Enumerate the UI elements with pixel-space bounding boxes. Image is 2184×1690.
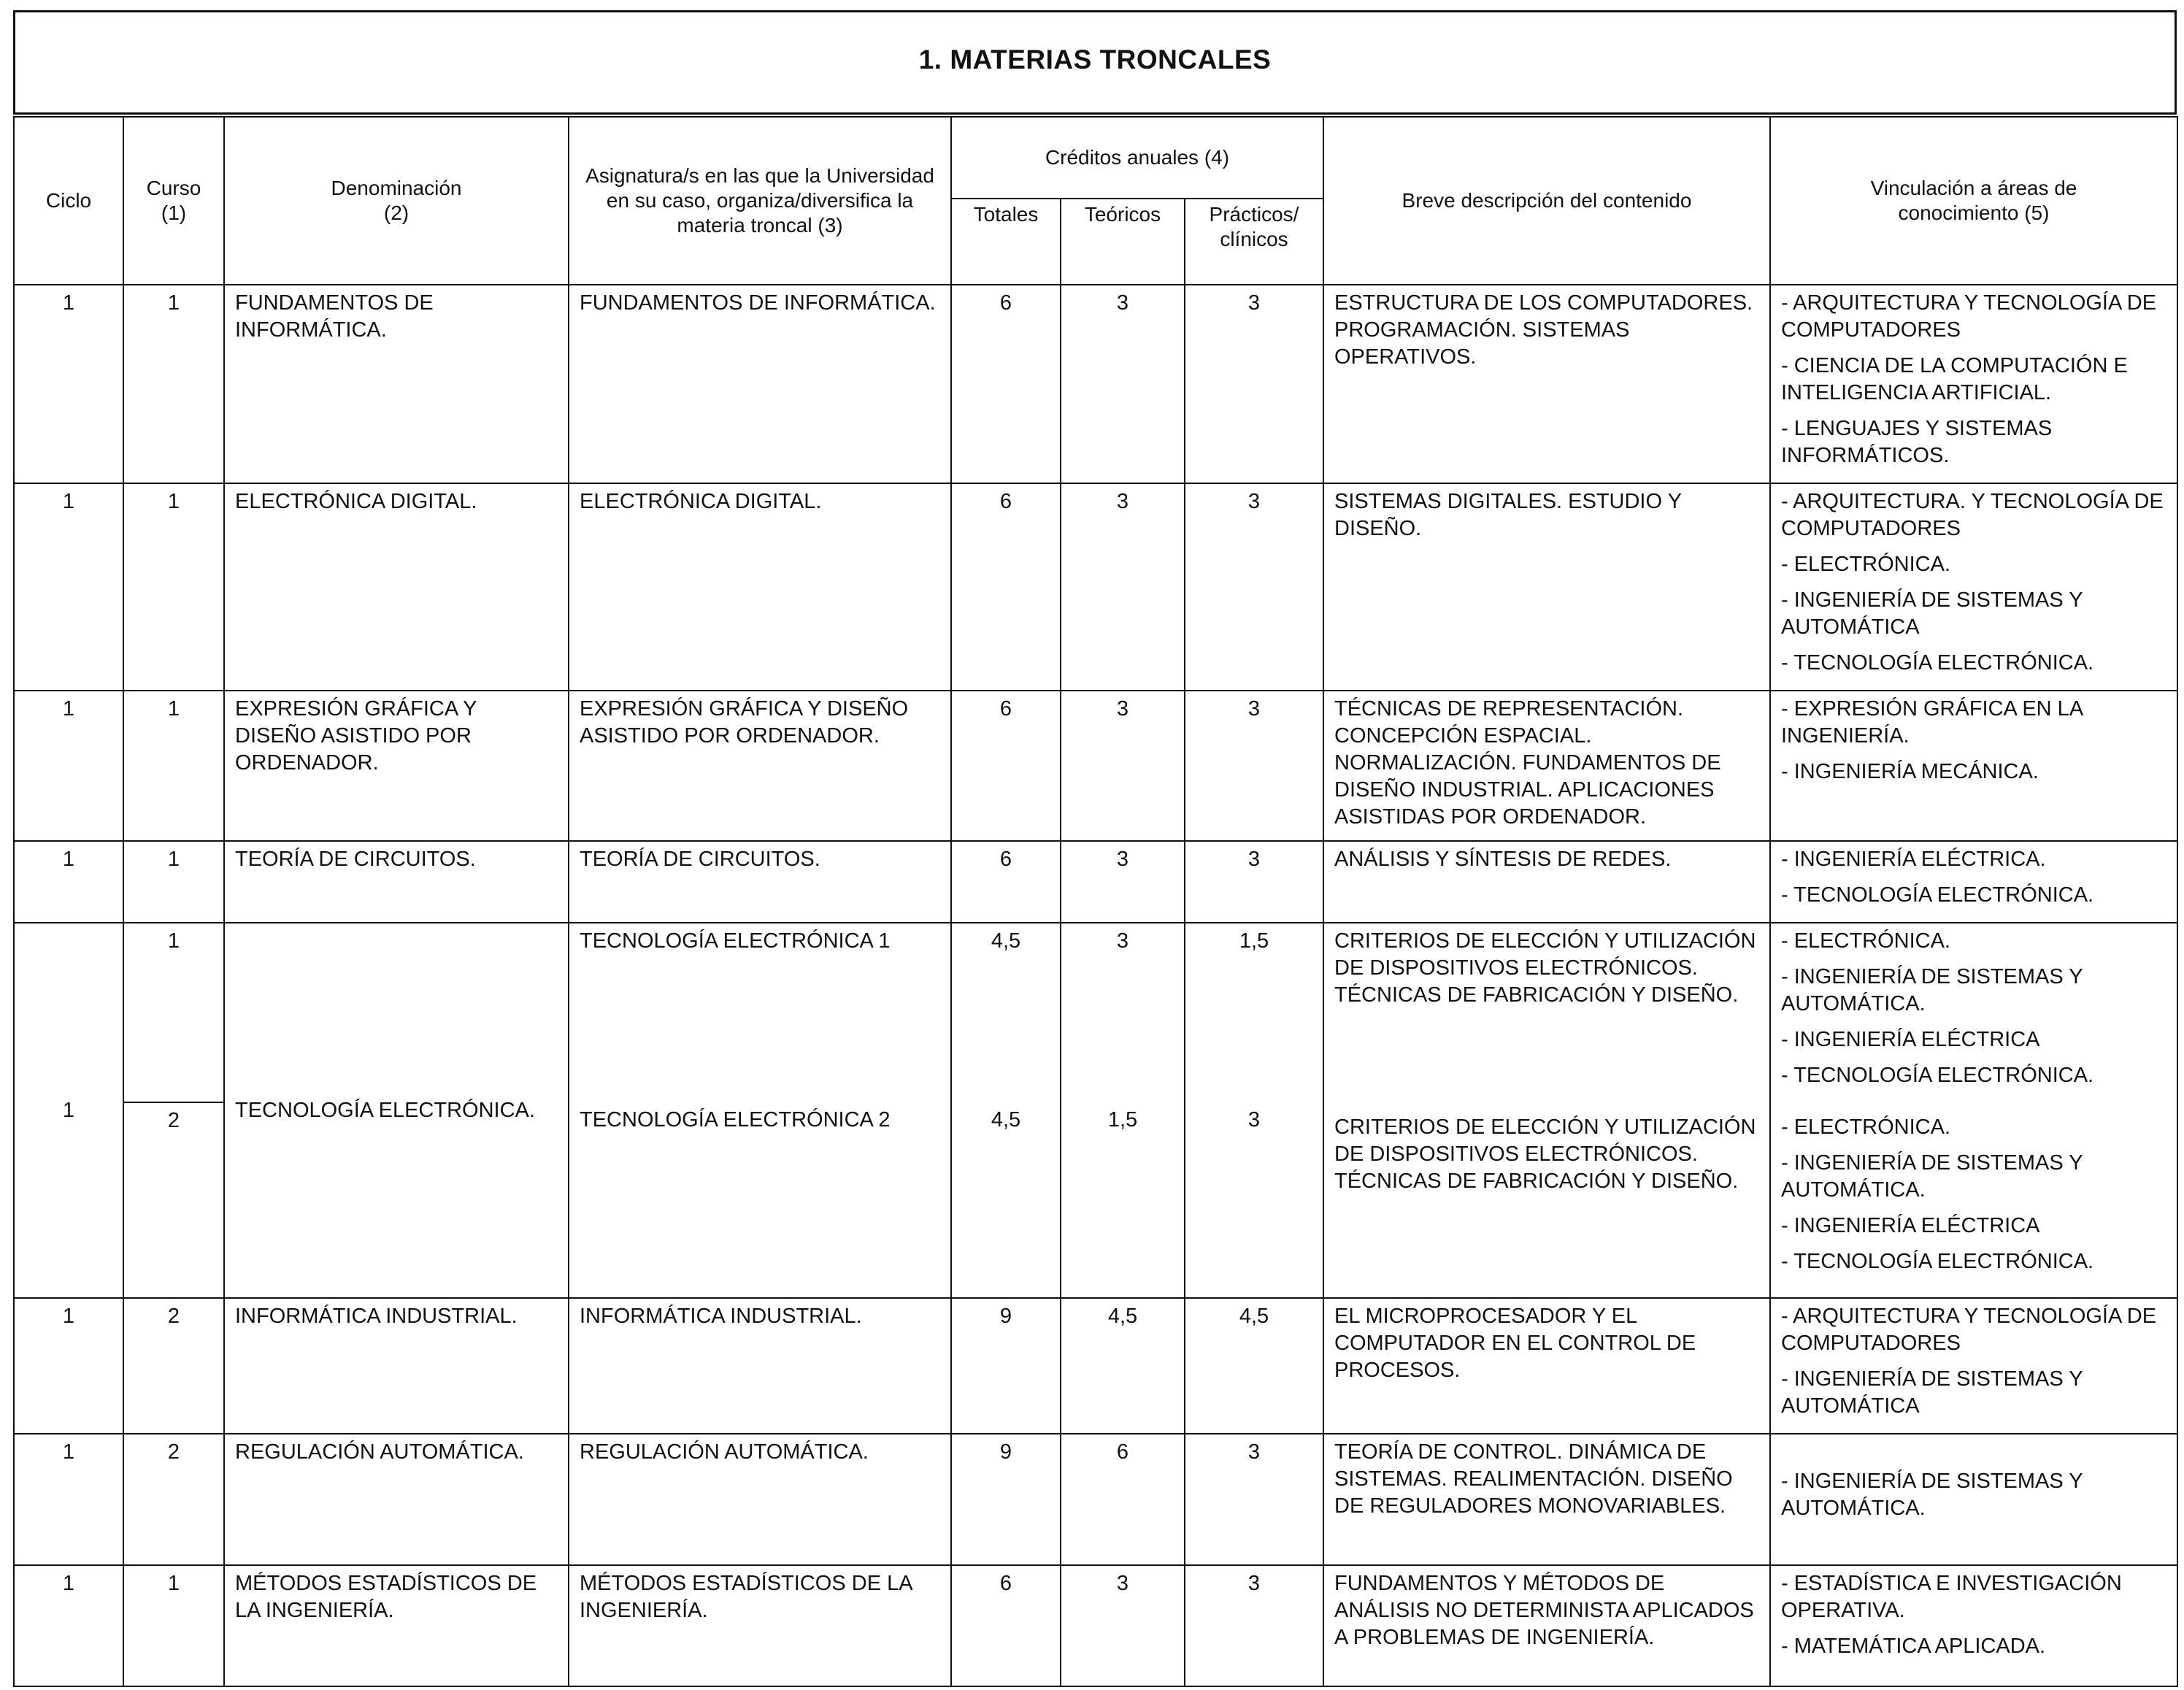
table-row <box>14 1298 2177 1434</box>
cell-practicos: 3 <box>1185 691 1323 841</box>
table-row <box>14 483 2177 691</box>
cell-teoricos: 6 <box>1061 1434 1185 1565</box>
cell-descripcion: TÉCNICAS DE REPRESENTACIÓN. CONCEPCIÓN ESPACIAL. NORMALIZACIÓN. FUNDAMENTOS DE DISEÑO INDUSTRIAL. APLICACIONES ASISTIDAS POR ORDENADOR. <box>1323 691 1770 841</box>
header-creditos: Créditos anuales (4) <box>951 117 1323 199</box>
cell-curso: 2 <box>123 1102 224 1298</box>
cell-vinculacion <box>1770 1434 2177 1565</box>
cell-descripcion: CRITERIOS DE ELECCIÓN Y UTILIZACIÓN DE DISPOSITIVOS ELECTRÓNICOS. TÉCNICAS DE FABRICACIÓN Y DISEÑO. <box>1323 1102 1770 1298</box>
materias-table <box>13 116 2178 1687</box>
cell-ciclo: 1 <box>14 285 123 483</box>
cell-vinculacion <box>1770 923 2177 1102</box>
cell-descripcion: ANÁLISIS Y SÍNTESIS DE REDES. <box>1323 841 1770 923</box>
area-item: - INGENIERÍA ELÉCTRICA. <box>1781 848 2046 871</box>
area-item: - ELECTRÓNICA. <box>1781 553 1951 576</box>
cell-totales: 6 <box>951 483 1061 691</box>
cell-totales: 4,5 <box>951 923 1061 1102</box>
area-item: - INGENIERÍA DE SISTEMAS Y AUTOMÁTICA <box>1781 588 2083 639</box>
area-item: - ARQUITECTURA Y TECNOLOGÍA DE COMPUTADORES <box>1781 291 2157 342</box>
cell-asignatura: ELECTRÓNICA DIGITAL. <box>569 483 951 691</box>
cell-ciclo: 1 <box>14 483 123 691</box>
table-row <box>14 691 2177 841</box>
header-curso: Curso (1) <box>123 117 224 285</box>
cell-denominacion: INFORMÁTICA INDUSTRIAL. <box>224 1298 569 1434</box>
cell-descripcion: SISTEMAS DIGITALES. ESTUDIO Y DISEÑO. <box>1323 483 1770 691</box>
cell-totales: 6 <box>951 1565 1061 1686</box>
cell-denominacion: TECNOLOGÍA ELECTRÓNICA. <box>224 923 569 1298</box>
cell-practicos: 3 <box>1185 285 1323 483</box>
area-item: - ELECTRÓNICA. <box>1781 929 1951 953</box>
cell-teoricos: 3 <box>1061 691 1185 841</box>
cell-vinculacion <box>1770 285 2177 483</box>
cell-denominacion: MÉTODOS ESTADÍSTICOS DE LA INGENIERÍA. <box>224 1565 569 1686</box>
cell-asignatura: MÉTODOS ESTADÍSTICOS DE LA INGENIERÍA. <box>569 1565 951 1686</box>
area-item: - TECNOLOGÍA ELECTRÓNICA. <box>1781 1064 2094 1087</box>
area-item: - TECNOLOGÍA ELECTRÓNICA. <box>1781 651 2094 675</box>
cell-asignatura: REGULACIÓN AUTOMÁTICA. <box>569 1434 951 1565</box>
cell-totales: 9 <box>951 1434 1061 1565</box>
cell-vinculacion <box>1770 1298 2177 1434</box>
table-row <box>14 841 2177 923</box>
area-item: - INGENIERÍA ELÉCTRICA <box>1781 1214 2040 1237</box>
cell-denominacion: EXPRESIÓN GRÁFICA Y DISEÑO ASISTIDO POR ORDENADOR. <box>224 691 569 841</box>
cell-practicos: 4,5 <box>1185 1298 1323 1434</box>
area-item: - CIENCIA DE LA COMPUTACIÓN E INTELIGENCIA ARTIFICIAL. <box>1781 354 2128 404</box>
cell-practicos: 3 <box>1185 483 1323 691</box>
cell-curso: 1 <box>123 483 224 691</box>
area-item: - ARQUITECTURA Y TECNOLOGÍA DE COMPUTADORES <box>1781 1305 2157 1355</box>
table-row <box>14 1565 2177 1686</box>
page-title: 1. MATERIAS TRONCALES <box>918 45 1272 74</box>
cell-ciclo: 1 <box>14 1298 123 1434</box>
cell-curso: 1 <box>123 841 224 923</box>
cell-teoricos: 1,5 <box>1061 1102 1185 1298</box>
cell-totales: 6 <box>951 691 1061 841</box>
cell-teoricos: 4,5 <box>1061 1298 1185 1434</box>
header-practicos: Prácticos/ clínicos <box>1185 199 1323 285</box>
area-item: - MATEMÁTICA APLICADA. <box>1781 1635 2046 1658</box>
cell-ciclo: 1 <box>14 923 123 1298</box>
cell-asignatura: TECNOLOGÍA ELECTRÓNICA 2 <box>569 1102 951 1298</box>
table-body <box>14 285 2177 1686</box>
area-item: - TECNOLOGÍA ELECTRÓNICA. <box>1781 883 2094 907</box>
cell-teoricos: 3 <box>1061 923 1185 1102</box>
cell-descripcion: CRITERIOS DE ELECCIÓN Y UTILIZACIÓN DE DISPOSITIVOS ELECTRÓNICOS. TÉCNICAS DE FABRICACIÓN Y DISEÑO. <box>1323 923 1770 1102</box>
cell-practicos: 3 <box>1185 841 1323 923</box>
cell-teoricos: 3 <box>1061 841 1185 923</box>
table-row <box>14 285 2177 483</box>
cell-vinculacion <box>1770 691 2177 841</box>
header-ciclo: Ciclo <box>14 117 123 285</box>
header-totales: Totales <box>951 199 1061 285</box>
cell-ciclo: 1 <box>14 1565 123 1686</box>
cell-descripcion: ESTRUCTURA DE LOS COMPUTADORES. PROGRAMACIÓN. SISTEMAS OPERATIVOS. <box>1323 285 1770 483</box>
cell-teoricos: 3 <box>1061 483 1185 691</box>
cell-descripcion: FUNDAMENTOS Y MÉTODOS DE ANÁLISIS NO DETERMINISTA APLICADOS A PROBLEMAS DE INGENIERÍA. <box>1323 1565 1770 1686</box>
area-item: - INGENIERÍA DE SISTEMAS Y AUTOMÁTICA. <box>1781 1470 2083 1520</box>
header-descripcion: Breve descripción del contenido <box>1323 117 1770 285</box>
cell-asignatura: FUNDAMENTOS DE INFORMÁTICA. <box>569 285 951 483</box>
area-item: - INGENIERÍA DE SISTEMAS Y AUTOMÁTICA. <box>1781 965 2083 1015</box>
cell-vinculacion <box>1770 1565 2177 1686</box>
cell-totales: 9 <box>951 1298 1061 1434</box>
cell-curso: 1 <box>123 1565 224 1686</box>
area-item: - EXPRESIÓN GRÁFICA EN LA INGENIERÍA. <box>1781 697 2083 748</box>
cell-vinculacion <box>1770 841 2177 923</box>
table-row <box>14 923 2177 1102</box>
cell-curso: 1 <box>123 923 224 1102</box>
cell-practicos: 3 <box>1185 1102 1323 1298</box>
area-item: - ESTADÍSTICA E INVESTIGACIÓN OPERATIVA. <box>1781 1572 2122 1622</box>
header-vinculacion: Vinculación a áreas de conocimiento (5) <box>1770 117 2177 285</box>
cell-descripcion: EL MICROPROCESADOR Y EL COMPUTADOR EN EL CONTROL DE PROCESOS. <box>1323 1298 1770 1434</box>
cell-curso: 1 <box>123 285 224 483</box>
cell-ciclo: 1 <box>14 691 123 841</box>
cell-totales: 6 <box>951 285 1061 483</box>
cell-asignatura: EXPRESIÓN GRÁFICA Y DISEÑO ASISTIDO POR ORDENADOR. <box>569 691 951 841</box>
area-item: - ARQUITECTURA. Y TECNOLOGÍA DE COMPUTADORES <box>1781 490 2164 540</box>
header-asignatura: Asignatura/s en las que la Universidad en su caso, organiza/diversifica la materia troncal (3) <box>569 117 951 285</box>
cell-practicos: 3 <box>1185 1565 1323 1686</box>
cell-asignatura: TEORÍA DE CIRCUITOS. <box>569 841 951 923</box>
area-item: - INGENIERÍA MECÁNICA. <box>1781 760 2039 783</box>
area-item: - INGENIERÍA DE SISTEMAS Y AUTOMÁTICA <box>1781 1367 2083 1418</box>
cell-ciclo: 1 <box>14 1434 123 1565</box>
area-item: - TECNOLOGÍA ELECTRÓNICA. <box>1781 1250 2094 1273</box>
header-denominacion: Denominación (2) <box>224 117 569 285</box>
cell-ciclo: 1 <box>14 841 123 923</box>
table-row <box>14 1434 2177 1565</box>
cell-denominacion: ELECTRÓNICA DIGITAL. <box>224 483 569 691</box>
cell-practicos: 1,5 <box>1185 923 1323 1102</box>
cell-asignatura: TECNOLOGÍA ELECTRÓNICA 1 <box>569 923 951 1102</box>
area-item: - INGENIERÍA ELÉCTRICA <box>1781 1028 2040 1051</box>
title-box <box>13 10 2177 115</box>
area-item: - ELECTRÓNICA. <box>1781 1115 1951 1139</box>
header-teoricos: Teóricos <box>1061 199 1185 285</box>
cell-denominacion: TEORÍA DE CIRCUITOS. <box>224 841 569 923</box>
cell-curso: 2 <box>123 1298 224 1434</box>
cell-teoricos: 3 <box>1061 285 1185 483</box>
cell-totales: 4,5 <box>951 1102 1061 1298</box>
cell-curso: 1 <box>123 691 224 841</box>
area-item: - INGENIERÍA DE SISTEMAS Y AUTOMÁTICA. <box>1781 1151 2083 1202</box>
cell-curso: 2 <box>123 1434 224 1565</box>
document-sheet <box>13 10 2181 1689</box>
cell-asignatura: INFORMÁTICA INDUSTRIAL. <box>569 1298 951 1434</box>
area-item: - LENGUAJES Y SISTEMAS INFORMÁTICOS. <box>1781 417 2053 467</box>
cell-denominacion: REGULACIÓN AUTOMÁTICA. <box>224 1434 569 1565</box>
cell-denominacion: FUNDAMENTOS DE INFORMÁTICA. <box>224 285 569 483</box>
cell-totales: 6 <box>951 841 1061 923</box>
cell-teoricos: 3 <box>1061 1565 1185 1686</box>
cell-descripcion: TEORÍA DE CONTROL. DINÁMICA DE SISTEMAS. REALIMENTACIÓN. DISEÑO DE REGULADORES MONOVARIABLES. <box>1323 1434 1770 1565</box>
cell-vinculacion <box>1770 1102 2177 1298</box>
cell-vinculacion <box>1770 483 2177 691</box>
cell-practicos: 3 <box>1185 1434 1323 1565</box>
